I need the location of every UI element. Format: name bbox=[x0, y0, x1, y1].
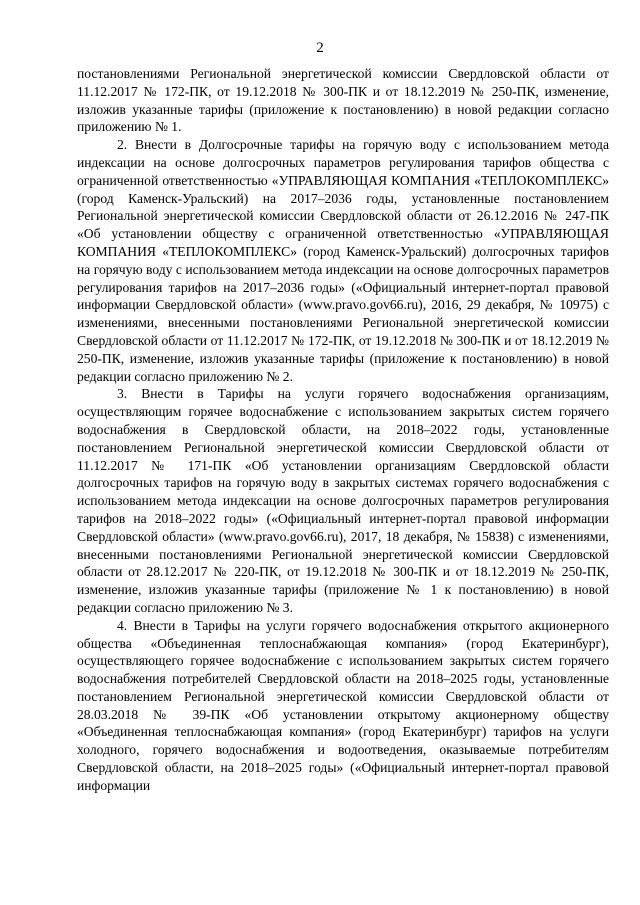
paragraph-continuation: постановлениями Региональной энергетической комиссии Свердловской области от 11.12.2017 № 172-ПК, от 19.12.2018 № 300-ПК и от 18.12.2019 № 250-ПК, изменение, изложив указанные тарифы (приложение к постановлению) в новой редакции согласно приложению № 1. bbox=[77, 66, 609, 135]
document-body bbox=[77, 65, 609, 795]
paragraph-item-4: 4. Внести в Тарифы на услуги горячего водоснабжения открытого акционерного общества «Объединенная теплоснабжающая компания» (город Екатеринбург), осуществляющего горячее водоснабжение с использованием закрытых систем горячего водоснабжения потребителей Свердловской области на 2018–2025 годы, установленные постановлением Региональной энергетической комиссии Свердловской области от 28.03.2018 № 39-ПК «Об установлении открытому акционерному обществу «Объединенная теплоснабжающая компания» (город Екатеринбург) тарифов на услуги холодного, горячего водоснабжения и водоотведения, оказываемые потребителям Свердловской области, на 2018–2025 годы» («Официальный интернет-портал правовой информации bbox=[77, 617, 609, 793]
paragraph-item-3: 3. Внести в Тарифы на услуги горячего водоснабжения организациям, осуществляющим горячее водоснабжение с использованием закрытых систем горячего водоснабжения в Свердловской области, на 2018–2022 годы, установленные постановлением Региональной энергетической комиссии Свердловской области от 11.12.2017 № 171-ПК «Об установлении организациям Свердловской области долгосрочных тарифов на горячую воду в закрытых системах горячего водоснабжения с использованием метода индексации на основе долгосрочных параметров регулирования тарифов на 2018–2022 годы» («Официальный интернет-портал правовой информации Свердловской области» (www.pravo.gov66.ru), 2017, 18 декабря, № 15838) с изменениями, внесенными постановлениями Региональной энергетической комиссии Свердловской области от 28.12.2017 № 220-ПК, от 19.12.2018 № 300-ПК и от 18.12.2019 № 250-ПК, изменение, изложив указанные тарифы (приложение № 1 к постановлению) в новой редакции согласно приложению № 3. bbox=[77, 386, 609, 615]
paragraph-item-2: 2. Внести в Долгосрочные тарифы на горячую воду с использованием метода индексации на основе долгосрочных параметров регулирования тарифов общества с ограниченной ответственностью «УПРАВЛЯЮЩАЯ КОМПАНИЯ «ТЕПЛОКОМПЛЕКС» (город Каменск-Уральский) на 2017–2036 годы, установленные постановлением Региональной энергетической комиссии Свердловской области от 26.12.2016 № 247-ПК «Об установлении обществу с ограниченной ответственностью «УПРАВЛЯЮЩАЯ КОМПАНИЯ «ТЕПЛОКОМПЛЕКС» (город Каменск-Уральский) долгосрочных тарифов на горячую воду с использованием метода индексации на основе долгосрочных параметров регулирования тарифов на 2017–2036 годы» («Официальный интернет-портал правовой информации Свердловской области» (www.pravo.gov66.ru), 2016, 29 декабря, № 10975) с изменениями, внесенными постановлениями Региональной энергетической комиссии Свердловской области от 11.12.2017 № 172-ПК, от 19.12.2018 № 300-ПК и от 18.12.2019 № 250-ПК, изменение, изложив указанные тарифы (приложение к постановлению) в новой редакции согласно приложению № 2. bbox=[77, 137, 609, 384]
page-number: 2 bbox=[316, 40, 324, 56]
